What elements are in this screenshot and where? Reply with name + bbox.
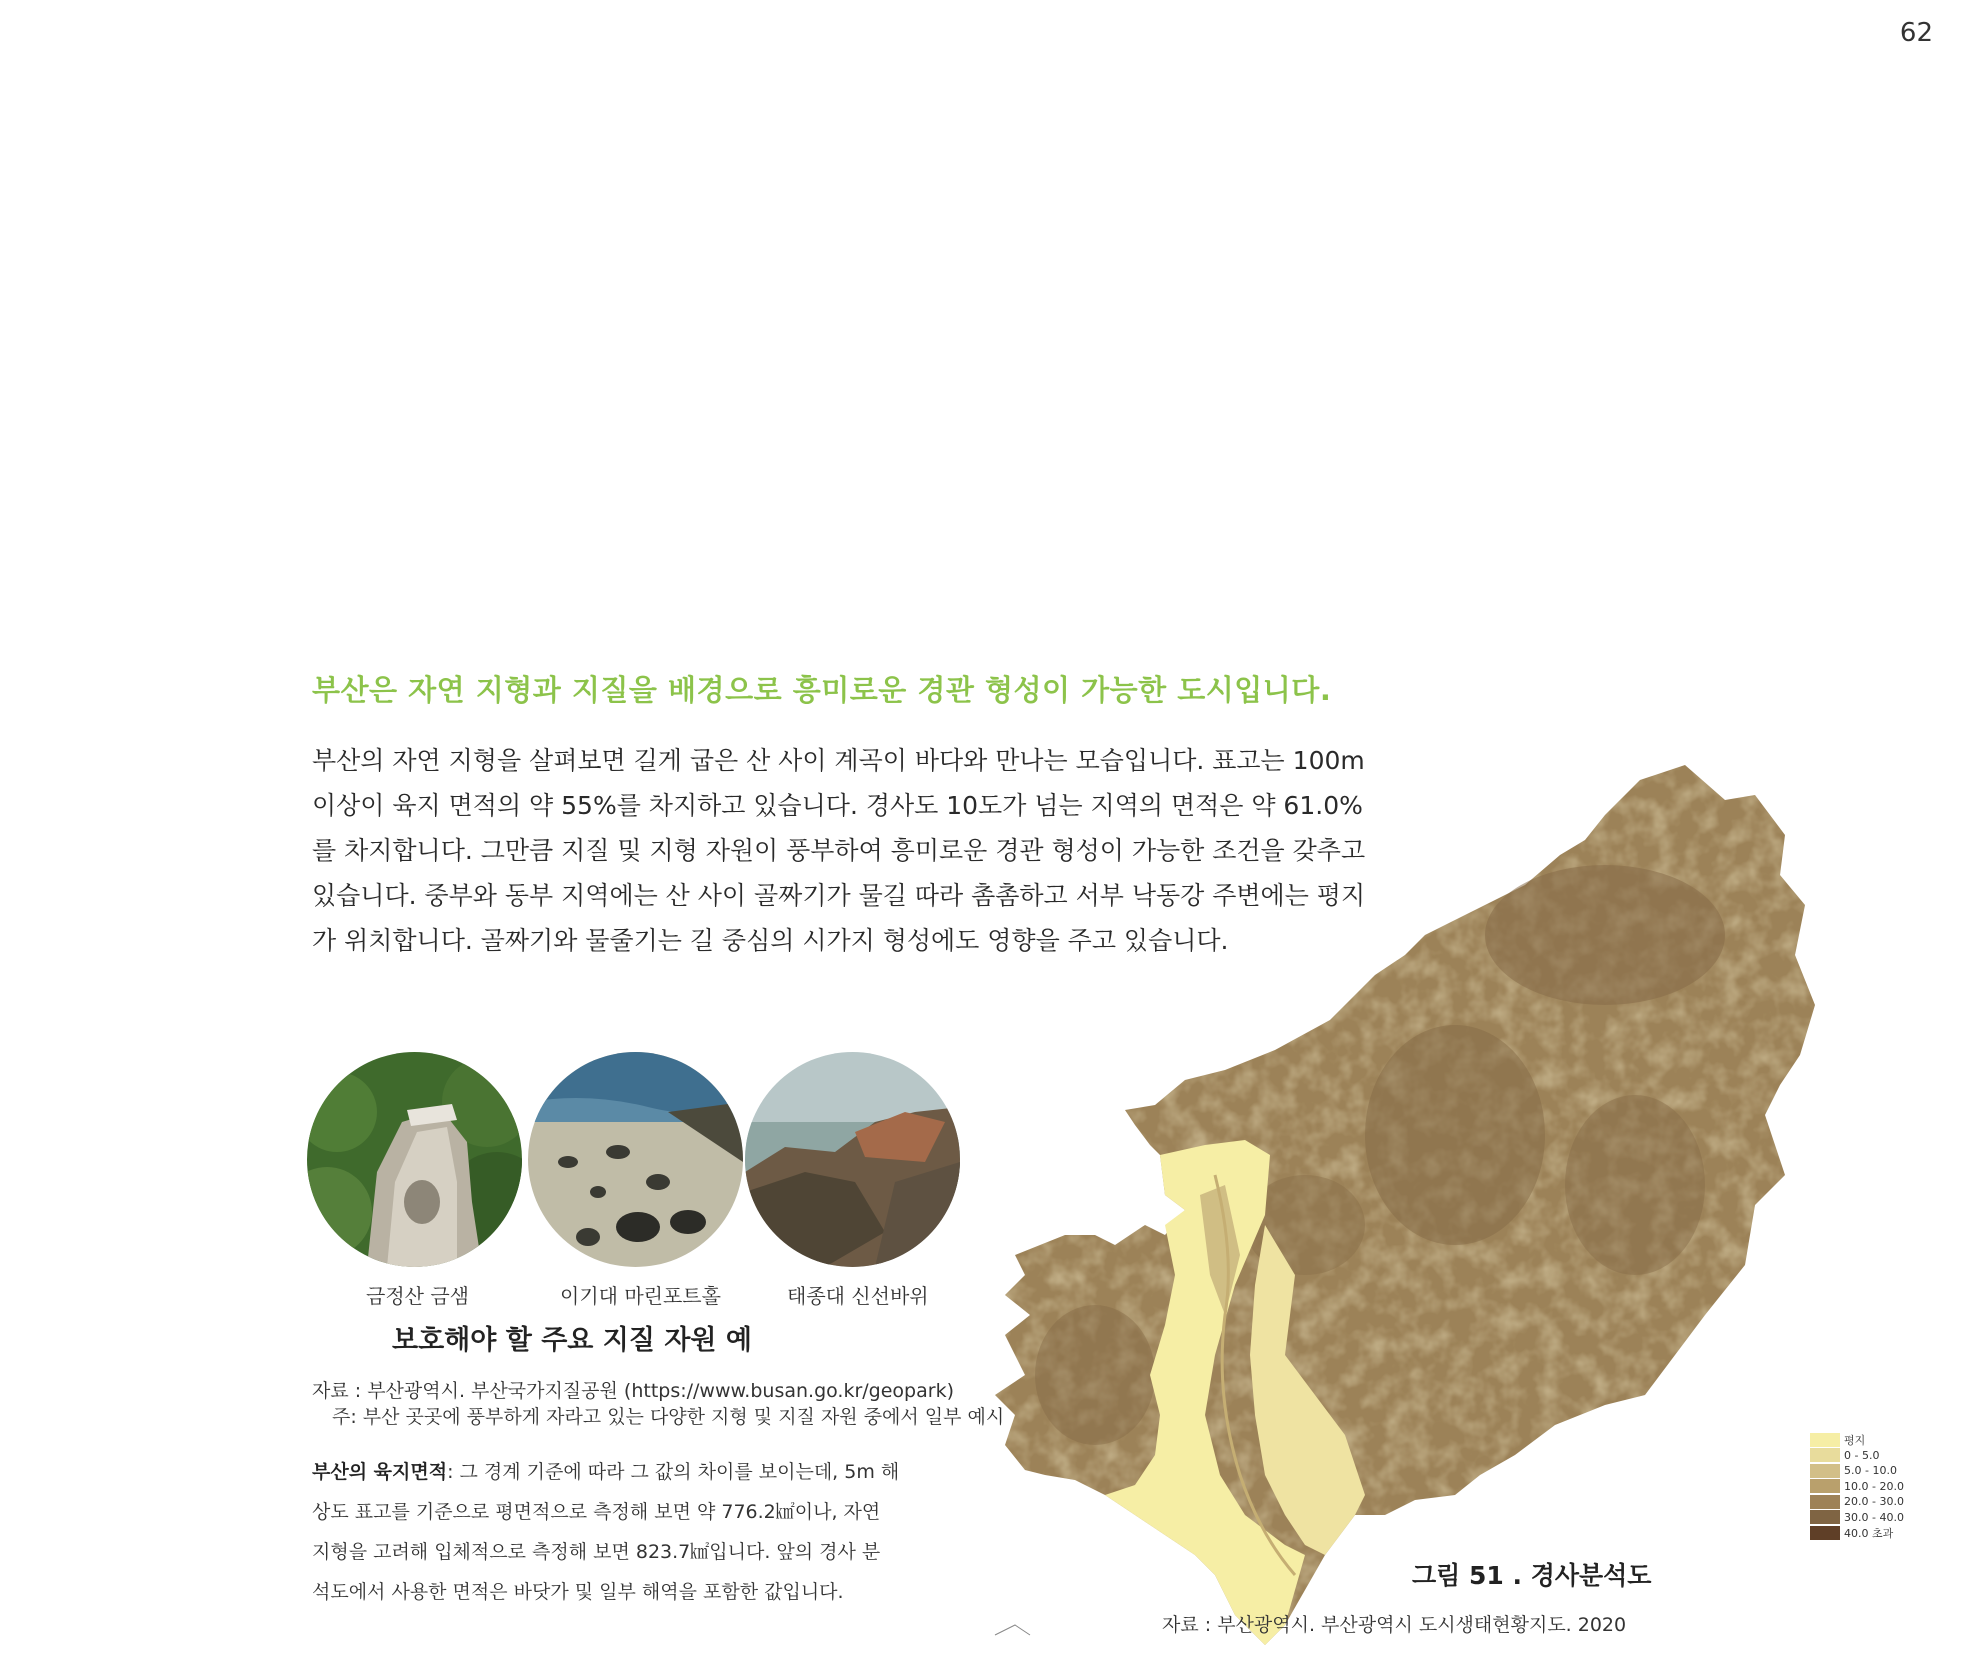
photo-igidae	[528, 1052, 743, 1267]
legend-label: 0 - 5.0	[1844, 1448, 1880, 1462]
legend-label: 5.0 - 10.0	[1844, 1464, 1897, 1478]
legend-label: 30.0 - 40.0	[1844, 1510, 1904, 1524]
photo-label-taejongdae: 태종대 신선바위	[787, 1284, 929, 1308]
legend-label: 10.0 - 20.0	[1844, 1479, 1904, 1493]
legend-swatch	[1810, 1433, 1840, 1447]
photo-source: 자료 : 부산광역시. 부산국가지질공원 (https://www.busan.go.kr/geopark)	[312, 1380, 954, 1402]
legend-swatch	[1810, 1479, 1840, 1493]
legend-swatch	[1810, 1448, 1840, 1462]
legend-label: 20.0 - 30.0	[1844, 1495, 1904, 1509]
land-area-line: 지형을 고려해 입체적으로 측정해 보면 823.7㎢입니다. 앞의 경사 분	[312, 1541, 881, 1563]
photo-geumjeongsan	[307, 1052, 522, 1267]
legend-label: 40.0 초과	[1844, 1526, 1894, 1540]
map-legend	[1810, 1432, 1904, 1541]
body-line: 부산의 자연 지형을 살펴보면 길게 굽은 산 사이 계곡이 바다와 만나는 모습입니다. 표고는 100m	[312, 746, 1365, 775]
photo-note: 주: 부산 곳곳에 풍부하게 자라고 있는 다양한 지형 및 지질 자원 중에서 일부 예시	[332, 1406, 1005, 1428]
legend-item	[1810, 1432, 1904, 1448]
body-line: 이상이 육지 면적의 약 55%를 차지하고 있습니다. 경사도 10도가 넘는 지역의 면적은 약 61.0%	[312, 791, 1363, 820]
land-area-line: 상도 표고를 기준으로 평면적으로 측정해 보면 약 776.2㎢이나, 자연	[312, 1501, 881, 1523]
legend-swatch	[1810, 1464, 1840, 1478]
photo-label-geumjeongsan: 금정산 금샘	[366, 1284, 469, 1308]
photo-section-title: 보호해야 할 주요 지질 자원 예	[392, 1325, 752, 1356]
legend-item	[1810, 1479, 1904, 1495]
figure-title: 그림 51 . 경사분석도	[1412, 1561, 1652, 1590]
page-number: 62	[1899, 18, 1933, 48]
land-area-term: 부산의 육지면적	[312, 1461, 448, 1483]
legend-item	[1810, 1510, 1904, 1526]
land-area-line: : 그 경계 기준에 따라 그 값의 차이를 보이는데, 5m 해	[447, 1461, 900, 1483]
body-line: 가 위치합니다. 골짜기와 물줄기는 길 중심의 시가지 형성에도 영향을 주고 있습니다.	[312, 926, 1229, 955]
legend-swatch	[1810, 1510, 1840, 1524]
legend-swatch	[1810, 1495, 1840, 1509]
legend-label: 평지	[1844, 1433, 1866, 1447]
slope-map	[985, 755, 1950, 1650]
legend-item	[1810, 1463, 1904, 1479]
land-area-note	[312, 1452, 952, 1612]
figure-source: 자료 : 부산광역시. 부산광역시 도시생태현황지도. 2020	[1162, 1614, 1627, 1636]
photo-label-igidae: 이기대 마린포트홀	[560, 1284, 721, 1308]
body-line: 를 차지합니다. 그만큼 지질 및 지형 자원이 풍부하여 흥미로운 경관 형성이 가능한 조건을 갖추고	[312, 836, 1366, 865]
section-headline: 부산은 자연 지형과 지질을 배경으로 흥미로운 경관 형성이 가능한 도시입니다.	[312, 673, 1332, 707]
photo-taejongdae	[745, 1052, 960, 1267]
legend-swatch	[1810, 1526, 1840, 1540]
body-line: 있습니다. 중부와 동부 지역에는 산 사이 골짜기가 물길 따라 촘촘하고 서부 낙동강 주변에는 평지	[312, 881, 1366, 910]
land-area-line: 석도에서 사용한 면적은 바닷가 및 일부 해역을 포함한 값입니다.	[312, 1581, 844, 1603]
legend-item	[1810, 1525, 1904, 1541]
legend-item	[1810, 1494, 1904, 1510]
legend-item	[1810, 1448, 1904, 1464]
